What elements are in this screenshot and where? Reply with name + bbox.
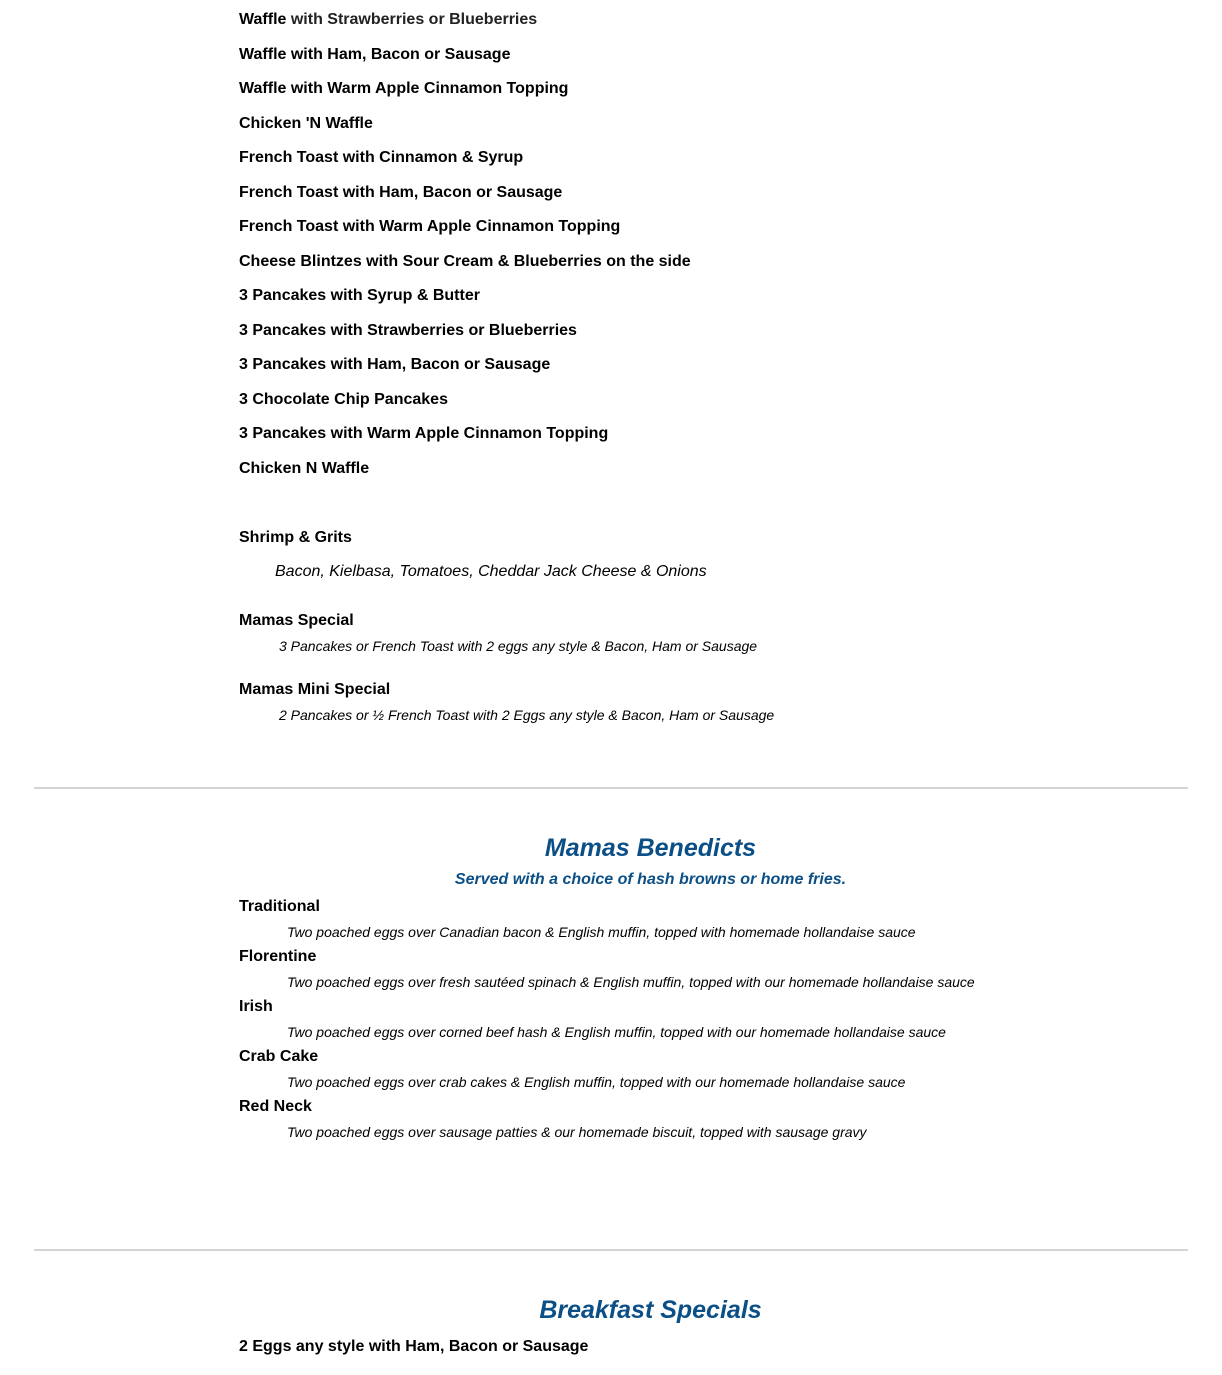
menu-item: Waffle with Strawberries or Blueberries — [239, 11, 538, 28]
menu-item: 3 Chocolate Chip Pancakes — [239, 390, 448, 408]
special-description: 2 Pancakes or ½ French Toast with 2 Eggs any style & Bacon, Ham or Sausage — [279, 707, 775, 723]
section-heading-breakfast-specials: Breakfast Specials — [539, 1296, 762, 1324]
special-shrimp-grits — [239, 528, 999, 582]
special-mamas-mini-special — [239, 680, 999, 724]
section-subheading-benedicts: Served with a choice of hash browns or home fries. — [454, 871, 847, 888]
breakfast-specials-list — [239, 1337, 999, 1367]
benedict-item — [239, 1047, 999, 1094]
menu-item: French Toast with Ham, Bacon or Sausage — [239, 183, 563, 201]
benedict-item — [239, 1097, 999, 1144]
menu-item: French Toast with Warm Apple Cinnamon Topping — [239, 218, 621, 235]
menu-item: 3 Pancakes with Warm Apple Cinnamon Topping — [239, 425, 609, 442]
special-mamas-special — [239, 611, 999, 655]
section-divider — [34, 787, 1188, 789]
benedict-title: Florentine — [239, 948, 317, 965]
menu-item: Cheese Blintzes with Sour Cream & Blueberries on the side — [239, 252, 691, 270]
benedict-description: Two poached eggs over sausage patties & our homemade biscuit, topped with sausage gravy — [287, 1124, 867, 1140]
menu-item: Chicken N Waffle — [239, 459, 370, 477]
menu-item: Chicken 'N Waffle — [239, 114, 373, 132]
menu-item: Waffle with Warm Apple Cinnamon Topping — [239, 80, 569, 97]
special-title: Mamas Mini Special — [239, 681, 391, 698]
section-divider — [34, 1249, 1188, 1251]
menu-item: 3 Pancakes with Strawberries or Blueberries — [239, 321, 577, 339]
menu-item: French Toast with Cinnamon & Syrup — [239, 149, 524, 166]
benedict-item — [239, 997, 999, 1044]
menu-item: Waffle with Ham, Bacon or Sausage — [239, 45, 511, 63]
benedict-item — [239, 897, 999, 944]
menu-item: 3 Pancakes with Ham, Bacon or Sausage — [239, 356, 551, 373]
benedict-title: Red Neck — [239, 1098, 312, 1115]
benedict-title: Traditional — [239, 898, 320, 915]
special-description: Bacon, Kielbasa, Tomatoes, Cheddar Jack Cheese & Onions — [275, 563, 707, 580]
benedict-title: Crab Cake — [239, 1048, 319, 1065]
benedict-description: Two poached eggs over fresh sautéed spinach & English muffin, topped with our homemade hollandaise sauce — [287, 974, 975, 990]
benedict-item — [239, 947, 999, 994]
benedict-description: Two poached eggs over Canadian bacon & English muffin, topped with homemade hollandaise sauce — [287, 924, 916, 940]
section-heading-benedicts: Mamas Benedicts — [544, 834, 757, 862]
specials-list — [239, 528, 999, 724]
breakfast-special-item: 2 Eggs any style with Ham, Bacon or Sausage — [239, 1338, 589, 1355]
benedict-description: Two poached eggs over crab cakes & English muffin, topped with our homemade hollandaise sauce — [287, 1074, 906, 1090]
special-description: 3 Pancakes or French Toast with 2 eggs any style & Bacon, Ham or Sausage — [279, 638, 758, 654]
benedict-title: Irish — [239, 998, 273, 1015]
special-title: Mamas Special — [239, 612, 354, 629]
menu-item: 3 Pancakes with Syrup & Butter — [239, 287, 480, 304]
benedict-description: Two poached eggs over corned beef hash & English muffin, topped with our homemade hollandaise sauce — [287, 1024, 946, 1040]
menu-item-list — [239, 10, 999, 493]
benedicts-list — [239, 897, 999, 1147]
special-title: Shrimp & Grits — [239, 529, 352, 546]
